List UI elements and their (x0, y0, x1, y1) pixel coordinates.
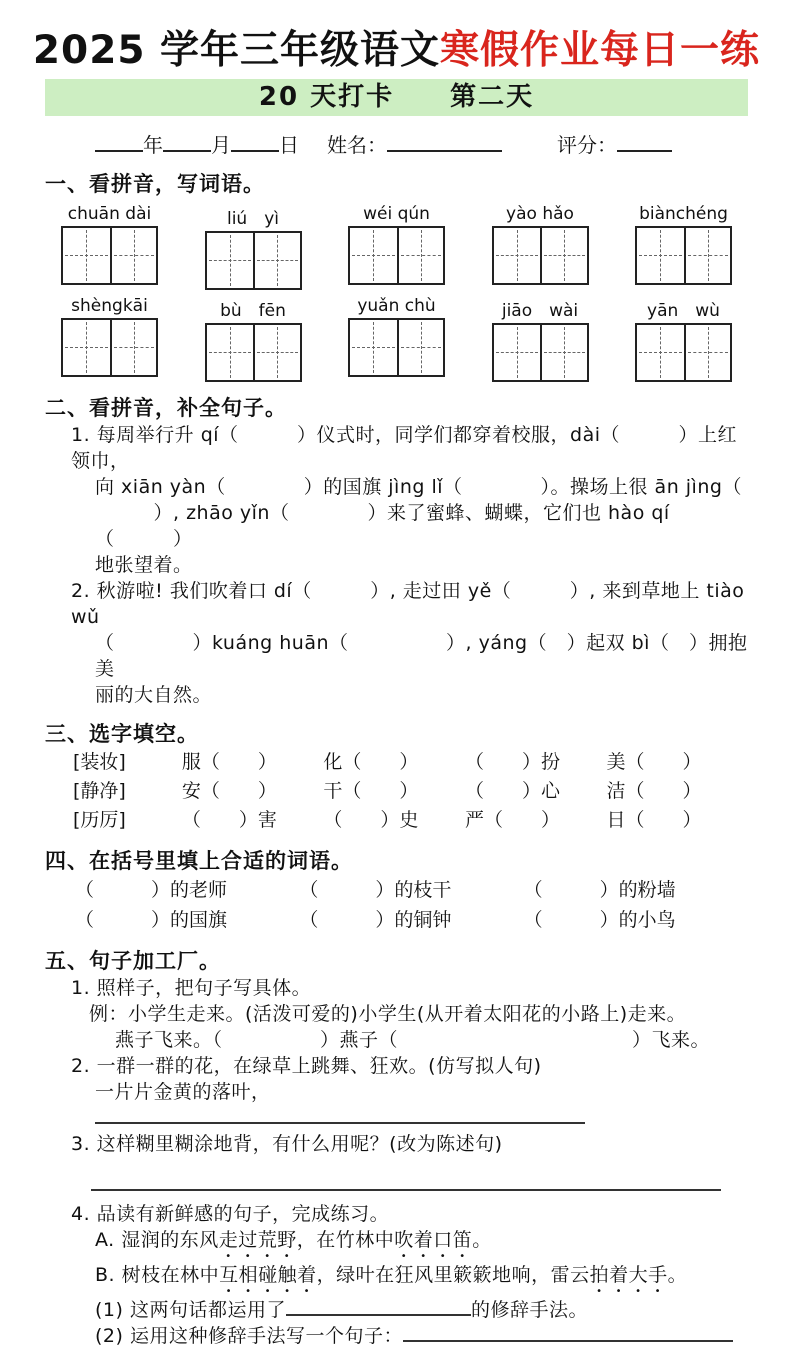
sentence-a-plain: 。 (472, 1228, 492, 1251)
day-label: 日 (279, 132, 299, 157)
pinyin-label: biànchéng (639, 203, 728, 224)
writing-grid (348, 318, 445, 377)
s2-item1-line2: 向 xiān yàn（ ）的国旗 jìng lǐ（ ）。操场上很 ān jìng（ (95, 475, 742, 498)
pinyin-word-group (492, 204, 589, 290)
word-blank-item: （ ）的老师 (75, 878, 228, 901)
s5-item3-answer-row (45, 1157, 748, 1201)
writing-grid (635, 323, 732, 382)
section3-heading: 三、选字填空。 (45, 721, 199, 746)
s2-item2-line2: （ ）kuáng huān（ ）, yáng（ ）起双 bì（ ）拥抱美 (95, 631, 748, 680)
fill-blank-item: （ ）扮 (464, 750, 560, 773)
year-label: 年 (143, 132, 163, 157)
writing-grid (205, 323, 302, 382)
s5-item4-line1: 4. 品读有新鲜感的句子，完成练习。 (71, 1202, 390, 1225)
char-choice-bracket: [静净] (73, 779, 126, 802)
s3-row-2 (45, 777, 748, 806)
score-blank (617, 132, 672, 152)
s2-item1-line4: 地张望着。 (95, 553, 193, 576)
score-label: 评分： (557, 132, 617, 157)
s2-item1-line1: 1. 每周举行升 qí（ ）仪式时，同学们都穿着校服，dài（ ）上红领巾， (71, 423, 738, 472)
fill-blank-item: （ ）心 (464, 779, 560, 802)
sentence-a-emphasis: 吹着口笛 (394, 1228, 473, 1251)
s5-item4-sentence-a (45, 1227, 748, 1262)
pinyin-label: liú yì (226, 208, 279, 229)
title-red-part: 寒假作业每日一练 (440, 28, 761, 73)
day-banner: 20 天打卡 第二天 (45, 79, 748, 116)
date-name-score-line (0, 129, 793, 158)
fill-blank-item: 日（ ） (606, 808, 702, 831)
s5-item4-q1 (45, 1297, 748, 1323)
pinyin-label: shèngkāi (71, 295, 148, 316)
pinyin-label: bù fēn (220, 300, 286, 321)
writing-grid (61, 318, 158, 377)
pinyin-label: jiāo wài (501, 300, 579, 321)
sentence-b-plain: B. 树枝在林中 (95, 1263, 220, 1286)
fill-blank-item: 严（ ） (464, 808, 560, 831)
fill-blank-item: 美（ ） (606, 750, 702, 773)
q2-pre-text: (2) 运用这种修辞手法写一个句子： (95, 1324, 403, 1347)
pinyin-label: chuān dài (67, 203, 152, 224)
sentence-b-emphasis: 互相碰触着 (219, 1263, 317, 1286)
s5-item1-line1: 1. 照样子，把句子写具体。 (71, 976, 312, 999)
section2-heading: 二、看拼音，补全句子。 (45, 395, 287, 420)
sentence-a-plain: ，在竹林中 (296, 1228, 395, 1251)
month-label: 月 (211, 132, 231, 157)
writing-grid (205, 231, 302, 290)
char-choice-bracket: [历厉] (73, 808, 126, 831)
writing-grid (61, 226, 158, 285)
fill-blank-item: 服（ ） (181, 750, 277, 773)
pinyin-word-group (348, 296, 445, 382)
answer-line (403, 1324, 733, 1342)
fill-blank-item: （ ）害 (181, 808, 277, 831)
sentence-b-emphasis: 拍着大手 (589, 1263, 668, 1286)
s5-item4-q2 (45, 1323, 748, 1349)
writing-grid (635, 226, 732, 285)
q1-post-text: 的修辞手法。 (470, 1298, 588, 1321)
month-blank (163, 132, 211, 152)
word-blank-item: （ ）的国旗 (75, 908, 228, 931)
pinyin-word-group (205, 296, 302, 382)
pinyin-word-group (348, 204, 445, 290)
fill-blank-item: 干（ ） (323, 779, 419, 802)
day-blank (231, 132, 279, 152)
char-choice-bracket: [装妆] (73, 750, 126, 773)
pinyin-word-group (635, 204, 732, 290)
answer-line (91, 1173, 721, 1191)
s5-item3-line1: 3. 这样糊里糊涂地背，有什么用呢？(改为陈述句) (71, 1132, 503, 1155)
worksheet-page (0, 28, 793, 1347)
fill-blank-item: 洁（ ） (606, 779, 702, 802)
word-blank-item: （ ）的小鸟 (523, 908, 676, 931)
fill-blank-item: （ ）史 (323, 808, 419, 831)
pinyin-row-2 (45, 296, 748, 382)
page-title (0, 30, 793, 73)
writing-grid (492, 323, 589, 382)
q1-pre-text: (1) 这两句话都运用了 (95, 1298, 286, 1321)
title-black-part: 2025 学年三年级语文 (32, 28, 441, 73)
s3-row-1 (45, 748, 748, 777)
pinyin-word-group (61, 204, 158, 290)
s3-row-3 (45, 806, 748, 835)
s5-item1-exercise: 燕子飞来。（ ）燕子（ ）飞来。 (115, 1028, 711, 1051)
section4-heading: 四、在括号里填上合适的词语。 (45, 848, 353, 873)
section1-heading: 一、看拼音，写词语。 (45, 171, 265, 196)
pinyin-label: yān wù (647, 300, 720, 321)
answer-line (95, 1106, 585, 1124)
s5-item4-sentence-b (45, 1262, 748, 1297)
answer-line (286, 1298, 471, 1316)
pinyin-word-group (492, 296, 589, 382)
s5-item2-line1: 2. 一群一群的花，在绿草上跳舞、狂欢。(仿写拟人句) (71, 1054, 542, 1077)
s4-row-1 (45, 875, 748, 905)
pinyin-row-1 (45, 204, 748, 290)
s5-item2-line2-text: 一片片金黄的落叶， (95, 1080, 271, 1103)
s2-item2-line3: 丽的大自然。 (95, 683, 213, 706)
s5-item2-line2 (45, 1079, 748, 1131)
word-blank-item: （ ）的枝干 (299, 878, 452, 901)
s2-item1-line3: ）, zhāo yǐn（ ）来了蜜蜂、蝴蝶，它们也 hào qí（ ） (95, 501, 670, 550)
year-blank (95, 132, 143, 152)
word-blank-item: （ ）的铜钟 (299, 908, 452, 931)
fill-blank-item: 化（ ） (323, 750, 419, 773)
sentence-a-plain: A. 湿润的东风 (95, 1228, 219, 1251)
s2-item2-line1: 2. 秋游啦! 我们吹着口 dí（ ）, 走过田 yě（ ）, 来到草地上 tiào wǔ (71, 579, 745, 628)
pinyin-label: yào hǎo (506, 203, 574, 224)
sentence-a-emphasis: 走过荒野 (218, 1228, 297, 1251)
writing-grid (492, 226, 589, 285)
sentence-b-plain: ，绿叶在狂风里簌簌地响，雷云 (316, 1263, 590, 1286)
pinyin-word-group (205, 204, 302, 290)
name-label: 姓名： (327, 132, 387, 157)
section5-heading: 五、句子加工厂。 (45, 948, 221, 973)
name-blank (387, 132, 502, 152)
writing-grid (348, 226, 445, 285)
pinyin-label: wéi qún (363, 203, 430, 224)
pinyin-word-group (61, 296, 158, 382)
word-blank-item: （ ）的粉墙 (523, 878, 676, 901)
s5-item1-example: 例：小学生走来。(活泼可爱的)小学生(从开着太阳花的小路上)走来。 (89, 1002, 687, 1025)
s4-row-2 (45, 905, 748, 935)
sentence-b-plain: 。 (667, 1263, 688, 1286)
fill-blank-item: 安（ ） (181, 779, 277, 802)
pinyin-word-group (635, 296, 732, 382)
pinyin-label: yuǎn chù (357, 295, 436, 316)
